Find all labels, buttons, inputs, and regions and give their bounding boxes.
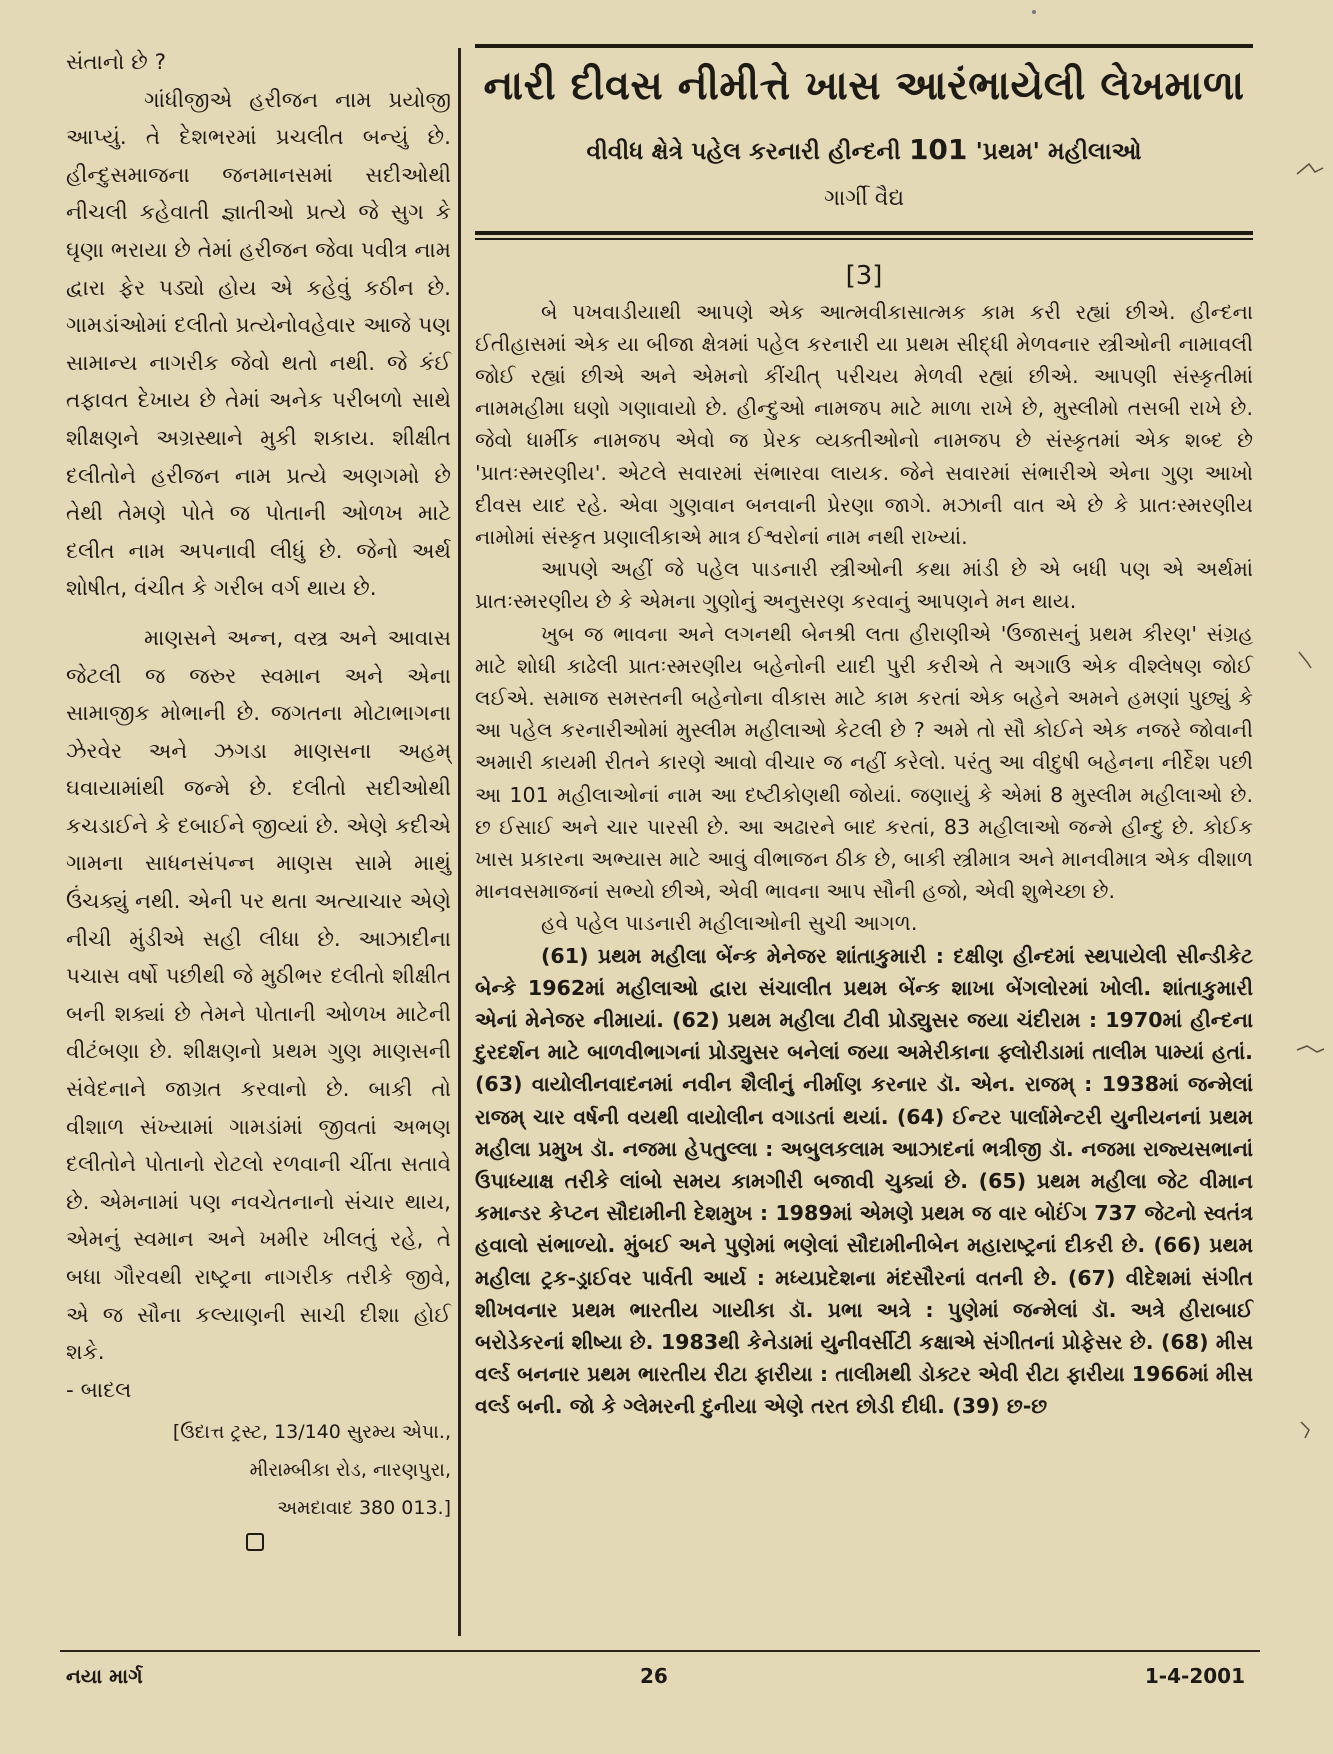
address-line: અમદાવાદ 380 013.] bbox=[277, 1497, 451, 1520]
article-author: ગાર્ગી વૈદ્ય bbox=[823, 186, 905, 211]
subheadline-part: વીવીધ ક્ષેત્રે પહેલ કરનારી હીન્દની bbox=[586, 137, 901, 165]
address-line: [ઉદાત્ત ટ્રસ્ટ, 13/140 સુરમ્ય એપા., bbox=[172, 1421, 451, 1444]
article-paragraph: ખુબ જ ભાવના અને લગનથી બેનશ્રી લતા હીરાણીએ 'ઉજાસનું પ્રથમ કીરણ' સંગ્રહ માટે શોધી કાઢેલી પ્રાતઃસ્મરણીય બહેનોની યાદી પુરી કરીએ તે અગાઉ એક વીશ્લેષણ જોઈ લઈએ. સમાજ સમસ્તની બહેનોના વીકાસ માટે કામ કરતાં એક બહેને અમને હમણાં પુછ્યું કે આ પહેલ કરનારીઓમાં મુસ્લીમ મહીલાઓ કેટલી છે ? અમે તો સૌ કોઈને એક નજરે જોવાની અમારી કાયમી રીતને કારણે આવો વીચાર જ નહીં કરેલો. પરંતુ આ વીદુષી બહેનના નીર્દેશ પછી આ 101 મહીલાઓનાં નામ આ દષ્ટીકોણથી જોયાં. જણાયું કે એમાં 8 મુસ્લીમ મહીલાઓ છે. છ ઈસાઈ અને ચાર પારસી છે. આ અઢારને બાદ કરતાં, 83 મહીલાઓ જન્મે હીન્દુ છે. કોઈક ખાસ પ્રકારના અભ્યાસ માટે આવું વીભાજન ઠીક છે, બાકી સ્ત્રીમાત્ર અને માનવીમાત્ર એક વીશાળ માનવસમાજનાં સભ્યો છીએ, એવી ભાવના આપ સૌની હજો, એવી શુભેચ્છા છે. bbox=[475, 621, 1253, 904]
left-paragraph: ગાંધીજીએ હરીજન નામ પ્રયોજી આપ્યું. તે દેશભરમાં પ્રચલીત બન્યું છે. હીન્દુસમાજના જનમાનસમાં સદીઓથી નીચલી કહેવાતી જ્ઞાતીઓ પ્રત્યે જે સુગ કે ઘૃણા ભરાયા છે તેમાં હરીજન જેવા પવીત્ર નામ દ્વારા ફેર પડ્યો હોય એ કહેવું કઠીન છે. ગામડાંઓમાં દલીતો પ્રત્યેનોવહેવાર આજે પણ સામાન્ય નાગરીક જેવો થતો નથી. જે કંઈ તફાવત દેખાય છે તેમાં અનેક પરીબળો સાથે શીક્ષણને અગ્રસ્થાને મુકી શકાય. શીક્ષીત દલીતોને હરીજન નામ પ્રત્યે અણગમો છે તેથી તેમણે પોતે જ પોતાની ઓળખ માટે દલીત નામ અપનાવી લીધું છે. જેનો અર્થ શોષીત, વંચીત કે ગરીબ વર્ગ થાય છે. bbox=[66, 87, 451, 602]
column-divider bbox=[458, 48, 461, 1636]
right-column bbox=[475, 44, 1253, 1423]
header-double-rule bbox=[475, 231, 1253, 240]
paper-fold-mark bbox=[1295, 160, 1325, 180]
left-paragraph: માણસને અન્ન, વસ્ત્ર અને આવાસ જેટલી જ જરુર સ્વમાન અને એના સામાજીક મોભાની છે. જગતના મોટાભાગના ઝેરવેર અને ઝગડા માણસના અહમ્ ઘવાયામાંથી જન્મે છે. દલીતો સદીઓથી કચડાઈને કે દબાઈને જીવ્યાં છે. એણે કદીએ ગામના સાધનસંપન્ન માણસ સામે માથું ઉંચક્યું નથી. એની પર થતા અત્યાચાર એણે નીચી મુંડીએ સહી લીધા છે. આઝાદીના પચાસ વર્ષો પછીથી જે મુઠીભર દલીતો શીક્ષીત બની શક્યાં છે તેમને પોતાની ઓળખ માટેની વીટંબણા છે. શીક્ષણનો પ્રથમ ગુણ માણસની સંવેદનાને જાગ્રત કરવાનો છે. બાકી તો વીશાળ સંખ્યામાં ગામડાંમાં જીવતાં અભણ દલીતોને પોતાનો રોટલો રળવાની ચીંતા સતાવે છે. એમનામાં પણ નવચેતનાનો સંચાર થાય, એમનું સ્વમાન અને ખમીર ખીલતું રહે, તે બધા ગૌરવથી રાષ્ટ્રના નાગરીક તરીકે જીવે, એ જ સૌના કલ્યાણની સાચી દીશા હોઈ શકે. bbox=[66, 625, 451, 1366]
subheadline-number: 101 bbox=[908, 133, 968, 166]
subheadline-part: 'પ્રથમ' મહીલાઓ bbox=[975, 137, 1142, 165]
left-column bbox=[66, 44, 451, 1527]
author-signature: - બાદલ bbox=[66, 1377, 132, 1403]
article-body bbox=[475, 296, 1253, 1423]
paper-fold-mark bbox=[1295, 1420, 1325, 1440]
left-paragraph-carryover: સંતાનો છે ? bbox=[66, 50, 167, 75]
address-line: મીરામ્બીકા રોડ, નારણપુરા, bbox=[249, 1459, 451, 1482]
series-headline: નારી દીવસ નીમીત્તે ખાસ આરંભાયેલી લેખમાળા bbox=[483, 63, 1245, 109]
article-end-mark bbox=[246, 1533, 264, 1551]
issue-date: 1-4-2001 bbox=[1144, 1664, 1245, 1688]
paper-fold-mark bbox=[1295, 650, 1325, 670]
author-address bbox=[66, 1413, 451, 1527]
magazine-name: નયા માર્ગ bbox=[66, 1664, 143, 1688]
page-number: 26 bbox=[640, 1664, 668, 1688]
article-paragraph: આપણે અહીં જે પહેલ પાડનારી સ્ત્રીઓની કથા માંડી છે એ બધી પણ એ અર્થમાં પ્રાતઃસ્મરણીય છે કે એમના ગુણોનું અનુસરણ કરવાનું આપણને મન થાય. bbox=[475, 557, 1253, 614]
series-subheadline bbox=[475, 124, 1253, 177]
article-paragraph: બે પખવાડીયાથી આપણે એક આત્મવીકાસાત્મક કામ કરી રહ્યાં છીએ. હીન્દના ઈતીહાસમાં એક યા બીજા ક્ષેત્રમાં પહેલ કરનારી યા પ્રથમ સીદ્ધી મેળવનાર સ્ત્રીઓની નામાવલી જોઈ રહ્યાં છીએ અને એમનો કીંચીત્ પરીચય મેળવી રહ્યાં છીએ. આપણી સંસ્કૃતીમાં નામમહીમા ઘણો ગણાવાયો છે. હીન્દુઓ નામજપ માટે માળા રાખે છે, મુસ્લીમો તસબી રાખે છે. જેવો ધાર્મીક નામજપ એવો જ પ્રેરક વ્યક્તીઓનો નામજપ છે સંસ્કૃતમાં એક શબ્દ છે 'પ્રાતઃસ્મરણીય'. એટલે સવારમાં સંભારવા લાયક. જેને સવારમાં સંભારીએ એના ગુણ આખો દીવસ યાદ રહે. એવા ગુણવાન બનવાની પ્રેરણા જાગે. મઝાની વાત એ છે કે પ્રાતઃસ્મરણીય નામોમાં સંસ્કૃત પ્રણાલીકાએ માત્ર ઈશ્વરોનાં નામ નથી રાખ્યાં. bbox=[475, 299, 1254, 549]
ink-dot bbox=[1032, 10, 1036, 14]
article-paragraph: હવે પહેલ પાડનારી મહીલાઓની સુચી આગળ. bbox=[541, 911, 918, 936]
series-part-number: [3] bbox=[845, 260, 883, 291]
article-paragraph-list: (61) પ્રથમ મહીલા બેંન્ક મેનેજર શાંતાકુમારી : દક્ષીણ હીન્દમાં સ્થપાયેલી સીન્ડીકેટ બેન્કે 1962માં મહીલાઓ દ્વારા સંચાલીત પ્રથમ બેંન્ક શાખા બેંગલોરમાં ખોલી. શાંતાકુમારી એનાં મેનેજર નીમાયાં. (62) પ્રથમ મહીલા ટીવી પ્રોડ્યુસર જયા ચંદીરામ : 1970માં હીન્દના દુરદર્શન માટે બાળવીભાગનાં પ્રોડ્યુસર બનેલાં જયા અમેરીકાના ફ્લોરીડામાં તાલીમ પામ્યાં હતાં. (63) વાયોલીનવાદનમાં નવીન શૈલીનું નીર્માણ કરનાર ડૉ. એન. રાજમ્ : 1938માં જન્મેલાં રાજમ્ ચાર વર્ષની વયથી વાયોલીન વગાડતાં થયાં. (64) ઈન્ટર પાર્લામેન્ટરી યુનીયનનાં પ્રથમ મહીલા પ્રમુખ ડૉ. નજમા હેપતુલ્લા : અબુલકલામ આઝાદનાં ભત્રીજી ડૉ. નજમા રાજ્યસભાનાં ઉપાધ્યાક્ષ તરીકે લાંબો સમય કામગીરી બજાવી ચુક્યાં છે. (65) પ્રથમ મહીલા જેટ વીમાન કમાન્ડર કેપ્ટન સૌદામીની દેશમુખ : 1989માં એમણે પ્રથમ જ વાર બોઈંગ 737 જેટનો સ્વતંત્ર હવાલો સંભાળ્યો. મુંબઈ અને પુણેમાં ભણેલાં સૌદામીનીબેન મહારાષ્ટ્રનાં દીકરી છે. (66) પ્રથમ મહીલા ટ્રક-ડ્રાઈવર પાર્વતી આર્ય : મધ્યપ્રદેશના મંદસૌરનાં વતની છે. (67) વીદેશમાં સંગીત શીખવનાર પ્રથમ ભારતીય ગાયીકા ડૉ. પ્રભા અત્રે : પુણેમાં જન્મેલાં ડૉ. અત્રે હીરાબાઈ બરોડેકરનાં શીષ્યા છે. 1983થી કેનેડામાં યુનીવર્સીટી કક્ષાએ સંગીતનાં પ્રોફેસર છે. (68) મીસ વર્લ્ડ બનનાર પ્રથમ ભારતીય રીટા ફારીયા : તાલીમથી ડોક્ટર એવી રીટા ફારીયા 1966માં મીસ વર્લ્ડ બની. જો કે ગ્લેમરની દુનીયા એણે તરત છોડી દીધી. (39) છ-છ bbox=[475, 943, 1253, 1419]
paper-fold-mark bbox=[1295, 1040, 1325, 1060]
footer-rule bbox=[60, 1650, 1260, 1652]
top-rule bbox=[475, 44, 1253, 48]
